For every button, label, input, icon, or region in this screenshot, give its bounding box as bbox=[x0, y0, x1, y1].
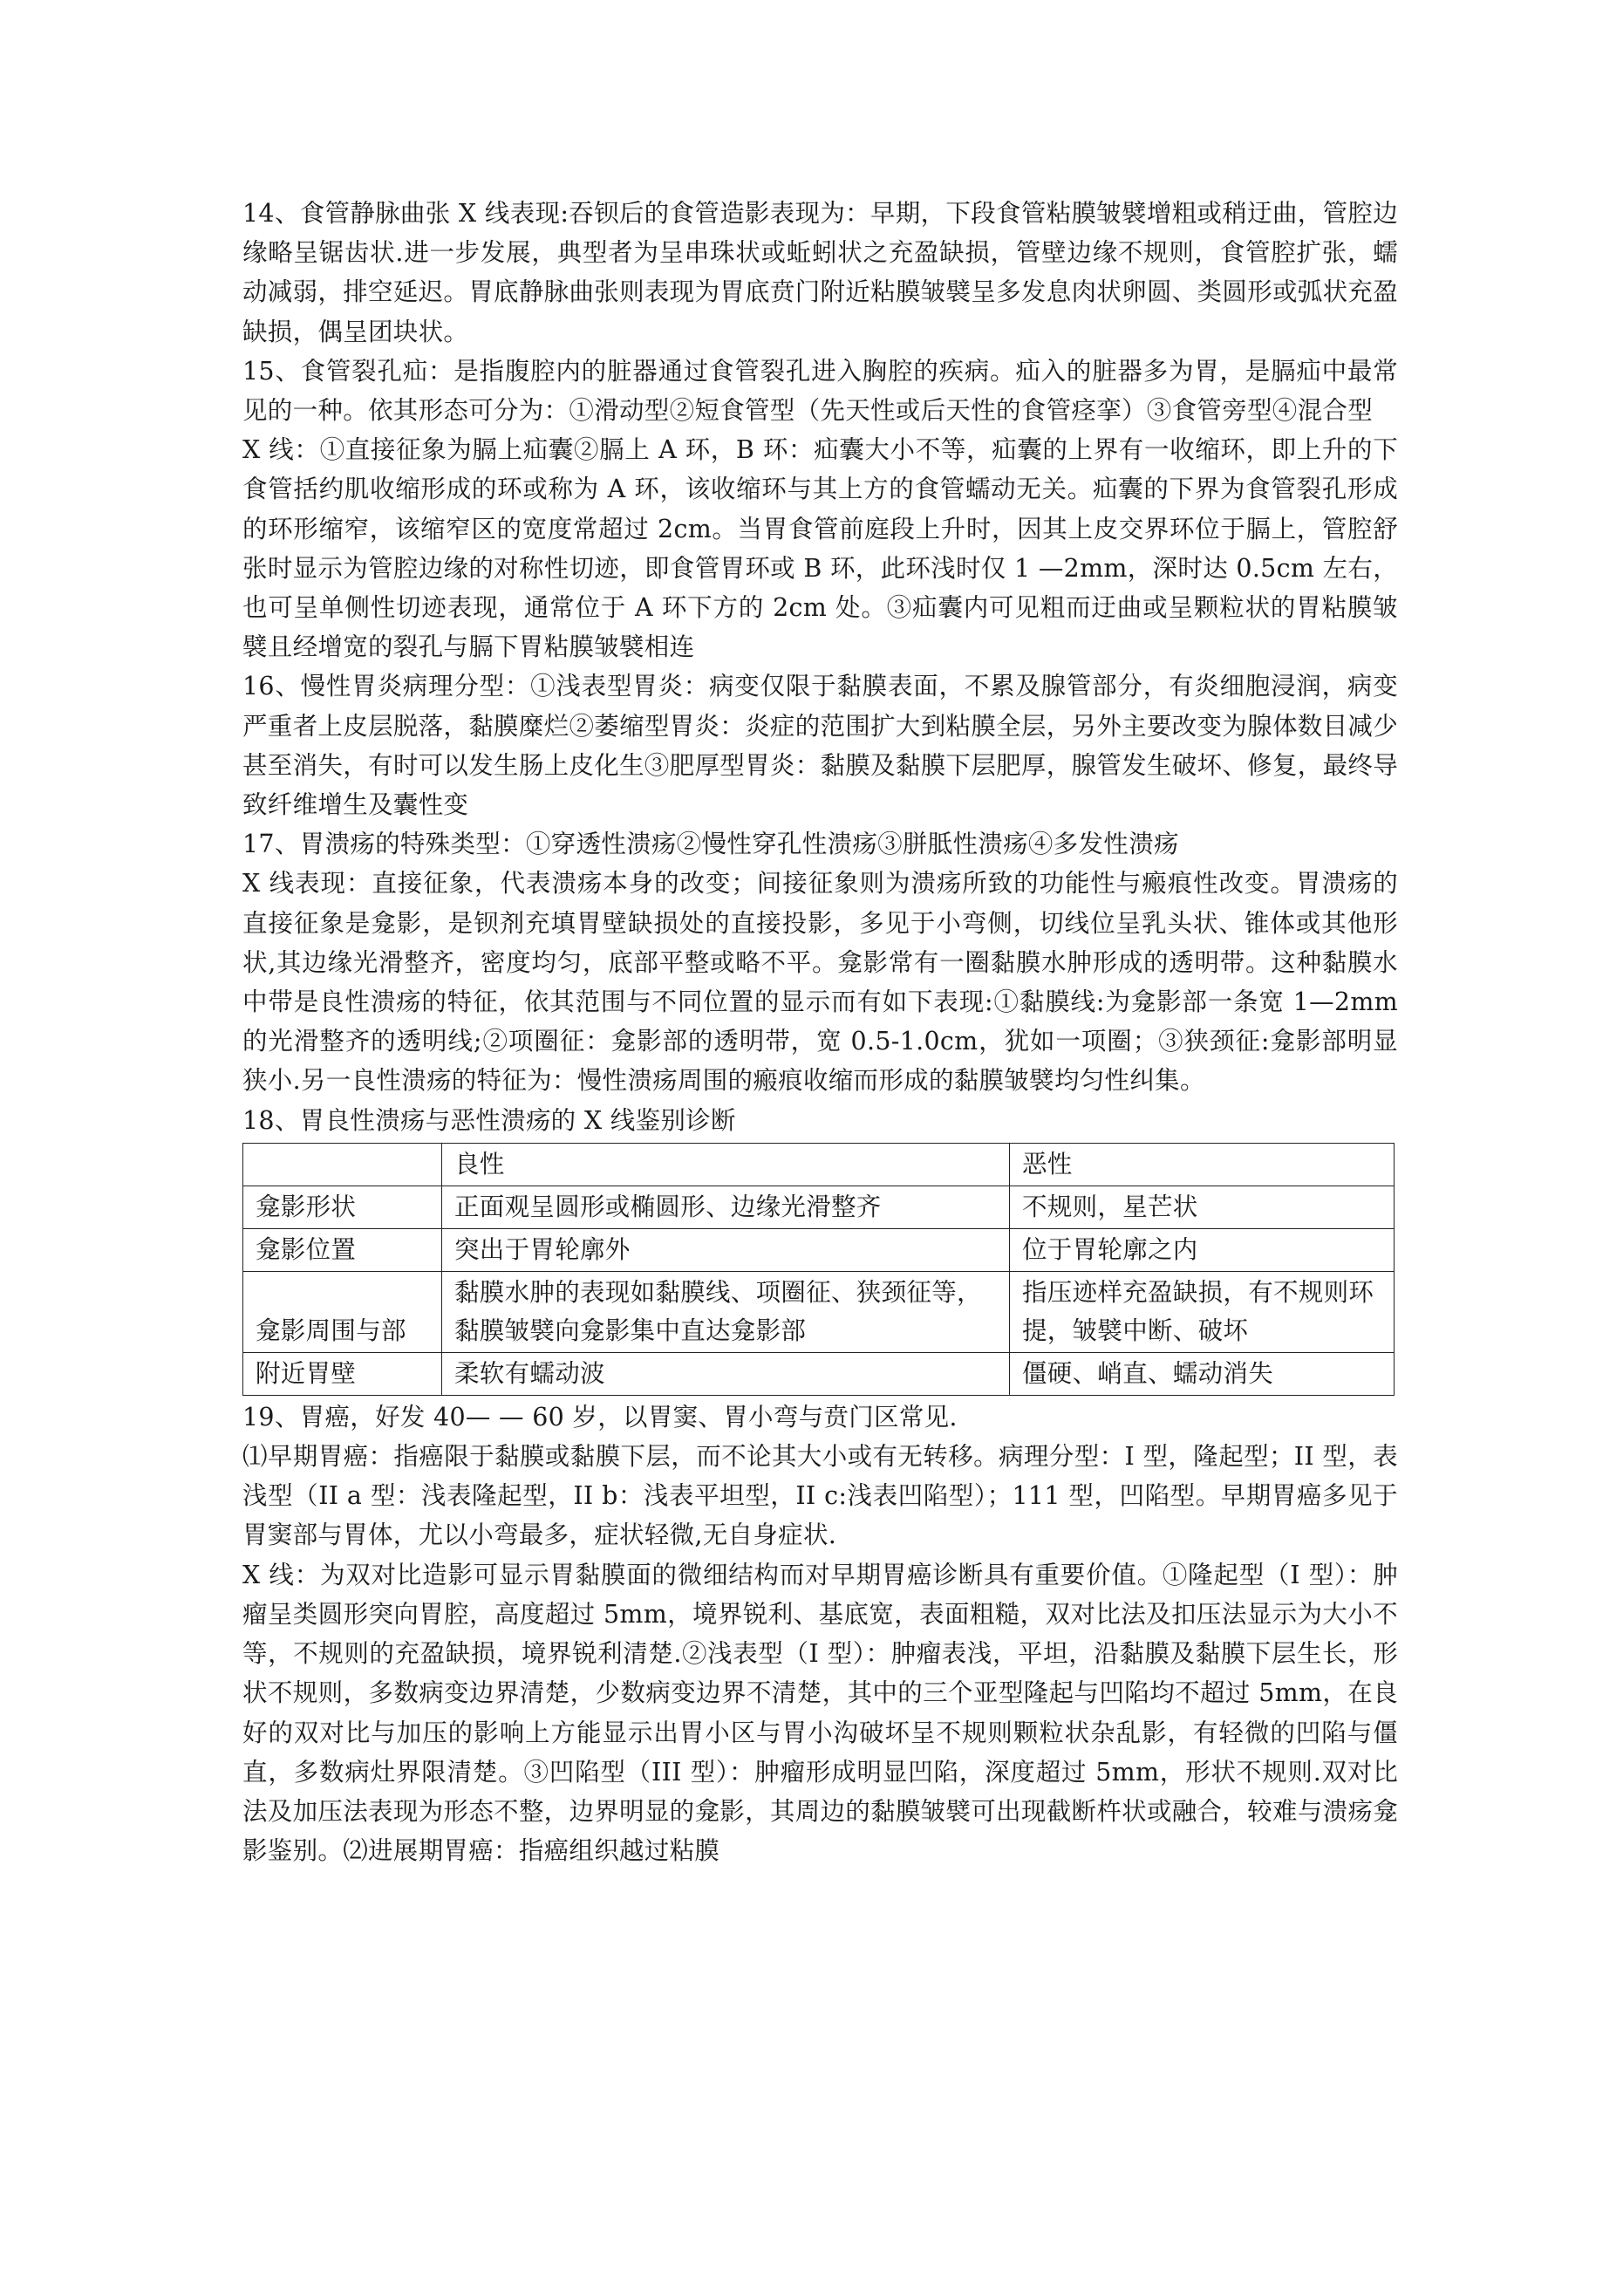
table-cell: 位于胃轮廓之内 bbox=[1010, 1228, 1395, 1271]
document-page bbox=[242, 194, 1398, 1870]
table-cell: 黏膜水肿的表现如黏膜线、项圈征、狭颈征等，黏膜皱襞向龛影集中直达龛影部 bbox=[442, 1271, 1010, 1352]
table-cell: 突出于胃轮廓外 bbox=[442, 1228, 1010, 1271]
table-cell: 正面观呈圆形或椭圆形、边缘光滑整齐 bbox=[442, 1186, 1010, 1228]
table-cell: 指压迹样充盈缺损，有不规则环提，皱襞中断、破坏 bbox=[1010, 1271, 1395, 1352]
table-header-cell: 良性 bbox=[442, 1143, 1010, 1186]
table-row bbox=[243, 1186, 1395, 1228]
ulcer-comparison-table bbox=[242, 1143, 1395, 1396]
paragraph-17-xray: X 线表现：直接征象，代表溃疡本身的改变；间接征象则为溃疡所致的功能性与瘢痕性改变。胃溃疡的直接征象是龛影，是钡剂充填胃壁缺损处的直接投影，多见于小弯侧，切线位呈乳头状、锥体或其他形状,其边缘光滑整齐，密度均匀，底部平整或略不平。龛影常有一圈黏膜水肿形成的透明带。这种黏膜水中带是良性溃疡的特征，依其范围与不同位置的显示而有如下表现:①黏膜线:为龛影部一条宽 1—2mm 的光滑整齐的透明线;②项圈征：龛影部的透明带，宽 0.5-1.0cm，犹如一项圈；③狭颈征:龛影部明显狭小.另一良性溃疡的特征为：慢性溃疡周围的瘢痕收缩而形成的黏膜皱襞均匀性纠集。 bbox=[242, 869, 1398, 1096]
table-row bbox=[243, 1352, 1395, 1395]
table-row bbox=[243, 1228, 1395, 1271]
paragraph-19-early: ⑴早期胃癌：指癌限于黏膜或黏膜下层，而不论其大小或有无转移。病理分型：I 型，隆起型；II 型，表浅型（II a 型：浅表隆起型，II b：浅表平坦型，II c:浅表凹陷型）；111 型，凹陷型。早期胃癌多见于胃窦部与胃体，尤以小弯最多，症状轻微,无自身症状. bbox=[242, 1442, 1398, 1550]
table-row bbox=[243, 1271, 1395, 1352]
table-cell: 龛影位置 bbox=[243, 1228, 442, 1271]
table-cell: 僵硬、峭直、蠕动消失 bbox=[1010, 1352, 1395, 1395]
table-cell: 龛影周围与部 bbox=[243, 1271, 442, 1352]
paragraph-15-xray: X 线：①直接征象为膈上疝囊②膈上 A 环，B 环：疝囊大小不等，疝囊的上界有一收缩环，即上升的下食管括约肌收缩形成的环或称为 A 环，该收缩环与其上方的食管蠕动无关。疝囊的下界为食管裂孔形成的环形缩窄，该缩窄区的宽度常超过 2cm。当胃食管前庭段上升时，因其上皮交界环位于膈上，管腔舒张时显示为管腔边缘的对称性切迹，即食管胃环或 B 环，此环浅时仅 1 —2mm，深时达 0.5cm 左右，也可呈单侧性切迹表现，通常位于 A 环下方的 2cm 处。③疝囊内可见粗而迂曲或呈颗粒状的胃粘膜皱襞且经增宽的裂孔与膈下胃粘膜皱襞相连 bbox=[242, 435, 1398, 662]
paragraph-18-title: 18、胃良性溃疡与恶性溃疡的 X 线鉴别诊断 bbox=[242, 1105, 736, 1135]
paragraph-19-xray: X 线：为双对比造影可显示胃黏膜面的微细结构而对早期胃癌诊断具有重要价值。①隆起型（I 型）：肿瘤呈类圆形突向胃腔，高度超过 5mm，境界锐利、基底宽，表面粗糙，双对比法及扣压法显示为大小不等，不规则的充盈缺损，境界锐利清楚.②浅表型（I 型）：肿瘤表浅，平坦，沿黏膜及黏膜下层生长，形状不规则，多数病变边界清楚，少数病变边界不清楚，其中的三个亚型隆起与凹陷均不超过 5mm，在良好的双对比与加压的影响上方能显示出胃小区与胃小沟破坏呈不规则颗粒状杂乱影，有轻微的凹陷与僵直，多数病灶界限清楚。③凹陷型（III 型）：肿瘤形成明显凹陷，深度超过 5mm，形状不规则.双对比法及加压法表现为形态不整，边界明显的龛影，其周边的黏膜皱襞可出现截断杵状或融合，较难与溃疡龛影鉴别。⑵进展期胃癌：指癌组织越过粘膜 bbox=[242, 1560, 1398, 1866]
paragraph-17: 17、胃溃疡的特殊类型：①穿透性溃疡②慢性穿孔性溃疡③胼胝性溃疡④多发性溃疡 bbox=[242, 830, 1179, 859]
paragraph-15: 15、食管裂孔疝：是指腹腔内的脏器通过食管裂孔进入胸腔的疾病。疝入的脏器多为胃，是膈疝中最常见的一种。依其形态可分为：①滑动型②短食管型（先天性或后天性的食管痉挛）③食管旁型④混合型 bbox=[242, 356, 1398, 426]
paragraph-16: 16、慢性胃炎病理分型：①浅表型胃炎：病变仅限于黏膜表面，不累及腺管部分，有炎细胞浸润，病变严重者上皮层脱落，黏膜糜烂②萎缩型胃炎：炎症的范围扩大到粘膜全层，另外主要改变为腺体数目减少甚至消失，有时可以发生肠上皮化生③肥厚型胃炎：黏膜及黏膜下层肥厚，腺管发生破坏、修复，最终导致纤维增生及囊性变 bbox=[242, 672, 1398, 820]
table-cell: 不规则，星芒状 bbox=[1010, 1186, 1395, 1228]
table-cell: 柔软有蠕动波 bbox=[442, 1352, 1010, 1395]
paragraph-14: 14、食管静脉曲张 X 线表现:吞钡后的食管造影表现为：早期，下段食管粘膜皱襞增粗或稍迂曲，管腔边缘略呈锯齿状.进一步发展，典型者为呈串珠状或蚯蚓状之充盈缺损，管壁边缘不规则，食管腔扩张，蠕动减弱，排空延迟。胃底静脉曲张则表现为胃底贲门附近粘膜皱襞呈多发息肉状卵圆、类圆形或弧状充盈缺损，偶呈团块状。 bbox=[242, 199, 1398, 346]
paragraph-19: 19、胃癌，好发 40— — 60 岁，以胃窦、胃小弯与贲门区常见. bbox=[242, 1402, 958, 1432]
table-cell: 龛影形状 bbox=[243, 1186, 442, 1228]
table-cell: 附近胃壁 bbox=[243, 1352, 442, 1395]
table-header-cell: 恶性 bbox=[1010, 1143, 1395, 1186]
table-header-row bbox=[243, 1143, 1395, 1186]
table-header-cell bbox=[243, 1143, 442, 1186]
